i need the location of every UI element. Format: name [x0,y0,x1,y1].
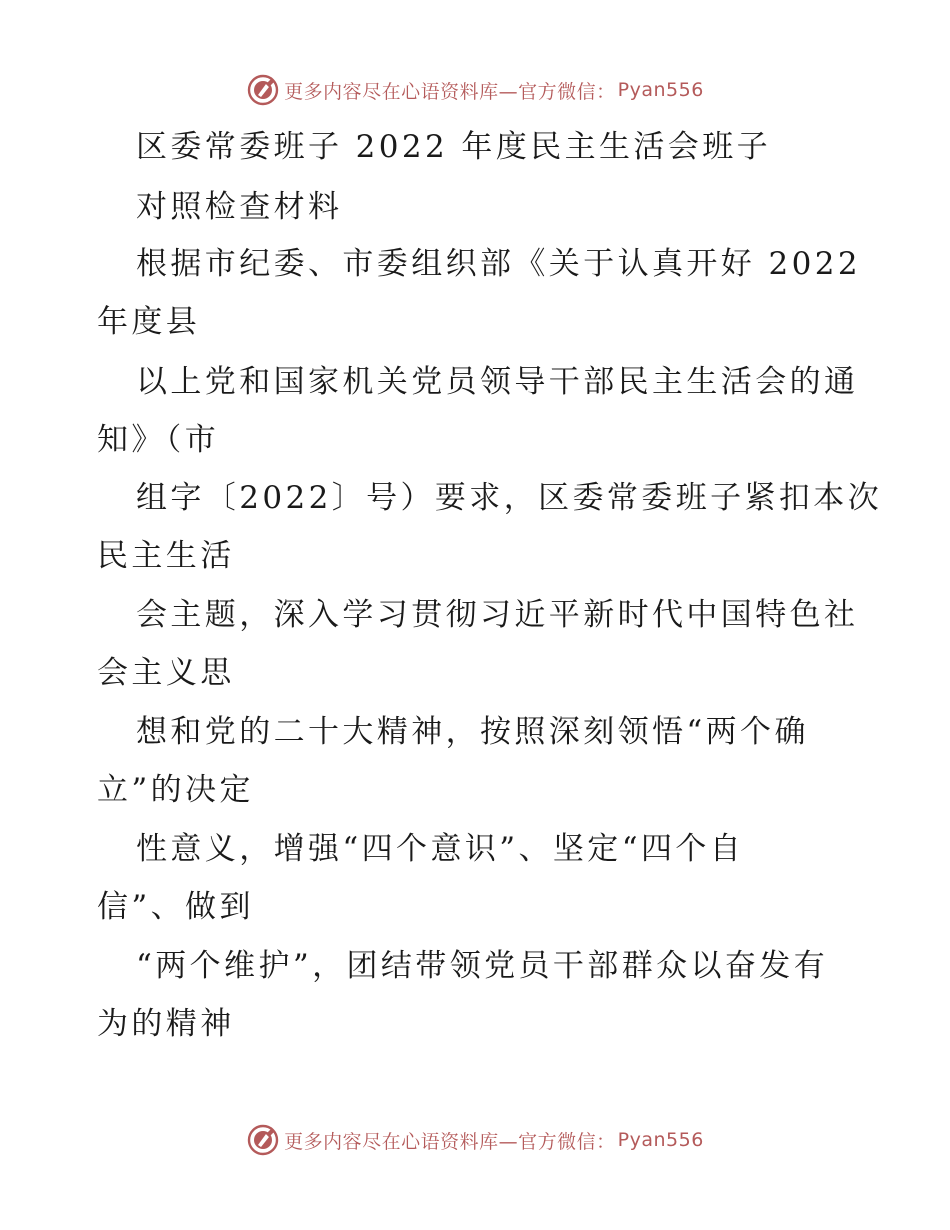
body-line: 根据市纪委、市委组织部《关于认真开好 2022 [136,246,861,282]
body-line: 会主题，深入学习贯彻习近平新时代中国特色社 [136,597,859,633]
document-title-line-1: 区委常委班子 2022 年度民主生活会班子 [136,129,771,165]
body-line: 性意义，增强“四个意识”、坚定“四个自 [136,831,745,867]
header-watermark [0,70,950,110]
body-line: 为的精神 [97,1006,235,1042]
watermark-account: Pyan556 [617,79,704,101]
body-line: 立”的决定 [97,772,254,808]
body-line: “两个维护”，团结带领党员干部群众以奋发有 [136,948,829,984]
body-line: 年度县 [97,304,201,340]
body-line: 民主生活 [97,538,235,574]
body-line: 以上党和国家机关党员领导干部民主生活会的通 [136,364,859,400]
body-line: 组字〔2022〕号）要求，区委常委班子紧扣本次 [136,480,883,516]
body-line: 信”、做到 [97,889,254,925]
body-line: 会主义思 [97,655,235,691]
body-line: 想和党的二十大精神，按照深刻领悟“两个确 [136,714,809,750]
watermark-text: 更多内容尽在心语资料库—官方微信： [284,80,616,103]
footer-watermark [0,1120,950,1160]
body-line: 知》（市 [97,422,220,458]
watermark-text: 更多内容尽在心语资料库—官方微信： [284,1130,616,1153]
watermark-account: Pyan556 [617,1129,704,1151]
document-title-line-2: 对照检查材料 [136,189,343,225]
pen-nib-logo-icon [246,73,280,107]
pen-nib-logo-icon [246,1123,280,1157]
